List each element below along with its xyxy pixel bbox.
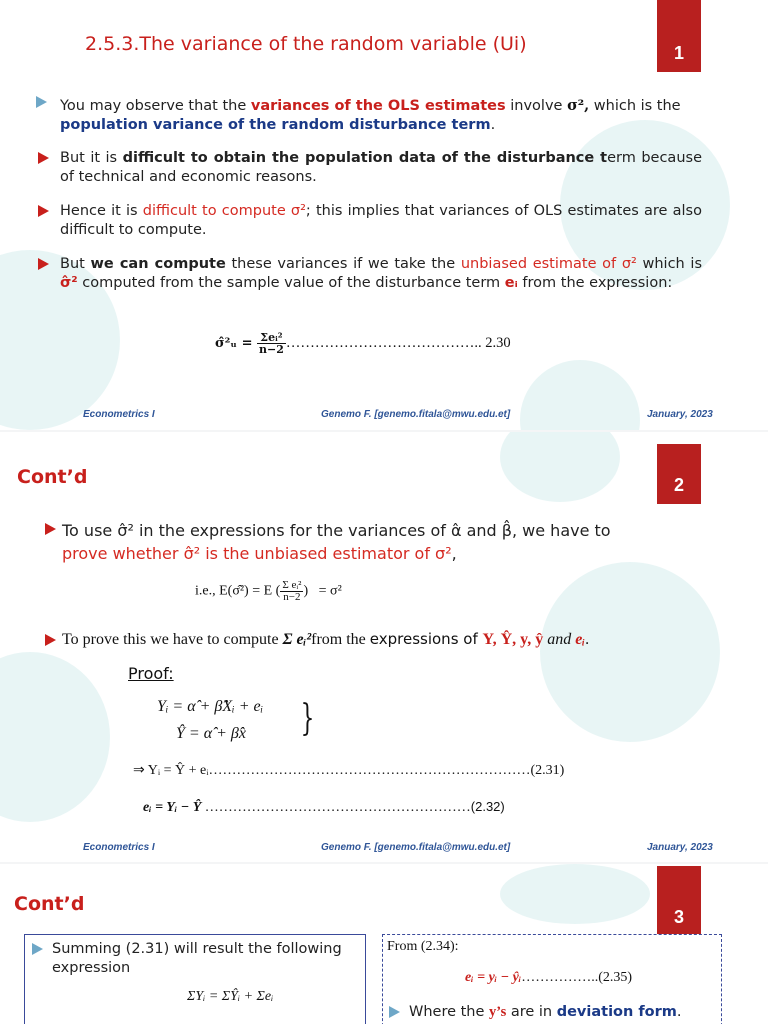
bullet-arrow-icon xyxy=(36,96,47,108)
bullet-prove: To prove this we have to compute Σ eᵢ²from the expressions of Y, Ŷ, y, ŷ and eᵢ. xyxy=(62,630,590,648)
background-circle xyxy=(0,652,110,822)
footer-date: January, 2023 xyxy=(647,842,713,853)
summing-text: Summing (2.31) will result the following expression xyxy=(52,941,342,976)
bullet-arrow-icon xyxy=(38,152,49,164)
expectation-equation: i.e., E(σ̂²) = E ( $\frac{\text{Σ eᵢ²}}{n-2}$ ) = σ² xyxy=(195,579,342,603)
slide-number: 2 xyxy=(673,475,684,495)
bullet-arrow-icon xyxy=(38,205,49,217)
bullet-arrow-icon xyxy=(38,258,49,270)
bullet-arrow-icon xyxy=(45,523,56,535)
slide-number-badge xyxy=(657,0,701,72)
background-circle xyxy=(500,864,650,924)
bullet-text-1: You may observe that the variances of the OLS estimates involve σ², which is the population variance of the random disturbance term. xyxy=(60,97,681,133)
slide-title: Cont’d xyxy=(14,893,85,915)
background-circle xyxy=(540,562,720,742)
equation-2-31: ⇒ Yᵢ = Ŷ + eᵢ……………………………………………………………(2.31) xyxy=(133,763,565,778)
slide-number-badge xyxy=(657,444,701,504)
slide-1 xyxy=(0,0,768,430)
summing-equation: ΣYᵢ = ΣŶᵢ + Σeᵢ xyxy=(187,989,274,1004)
slide-title: Cont’d xyxy=(17,466,88,488)
equation-2-30: σ̂²ᵤ = $\frac{\text{Σeᵢ²}}{n-2}$ ………………………………….. 2.30 xyxy=(215,331,511,356)
slide-number: 1 xyxy=(673,43,684,63)
equation-2-35: eᵢ = yᵢ − ŷᵢ……………..(2.35) xyxy=(465,970,633,985)
slide-number: 3 xyxy=(673,907,684,927)
from-label: From (2.34): xyxy=(387,939,459,954)
equation-y-hat: Ŷ = α̂ + β̂x xyxy=(176,725,246,742)
deviation-box xyxy=(382,934,722,1024)
footer-course: Econometrics I xyxy=(83,842,155,853)
brace-icon: } xyxy=(300,698,315,739)
background-circle xyxy=(520,360,640,430)
proof-label: Proof: xyxy=(128,664,174,683)
bullet-text-4: But we can compute these variances if we take the unbiased estimate of σ² which is σ̂² computed from the sample value of the disturbance term eᵢ from the expression: xyxy=(60,256,702,291)
bullet-text-2: But it is difficult to obtain the population data of the disturbance term because of technical and economic reasons. xyxy=(60,150,702,185)
slide-2 xyxy=(0,432,768,862)
slide-title: 2.5.3.The variance of the random variable (Ui) xyxy=(85,33,527,55)
bullet-arrow-icon xyxy=(389,1006,400,1018)
slide-3 xyxy=(0,864,768,1024)
footer-author: Genemo F. [genemo.fitala@mwu.edu.et] xyxy=(321,409,511,420)
footer-date: January, 2023 xyxy=(647,409,713,420)
footer-course: Econometrics I xyxy=(83,409,155,420)
bullet-arrow-icon xyxy=(45,634,56,646)
deviation-text: Where the y’s are in deviation form. xyxy=(409,1004,682,1020)
summing-box xyxy=(24,934,366,1024)
slide-number-badge xyxy=(657,866,701,936)
bullet-use-sigma: To use σ̂² in the expressions for the variances of α̂ and β̂, we have to prove whether σ̂² is the unbiased estimator of σ², xyxy=(62,521,611,563)
bullet-arrow-icon xyxy=(32,943,43,955)
background-circle xyxy=(500,432,620,502)
equation-y-i: Yᵢ = α̂ + β̂Xᵢ + eᵢ xyxy=(157,698,264,715)
footer-author: Genemo F. [genemo.fitala@mwu.edu.et] xyxy=(321,842,511,853)
equation-2-32: eᵢ = Yᵢ − Ŷ …………………………………………………(2.32) xyxy=(143,799,505,815)
bullet-text-3: Hence it is difficult to compute σ²; this implies that variances of OLS estimates are also difficult to compute. xyxy=(60,203,702,238)
